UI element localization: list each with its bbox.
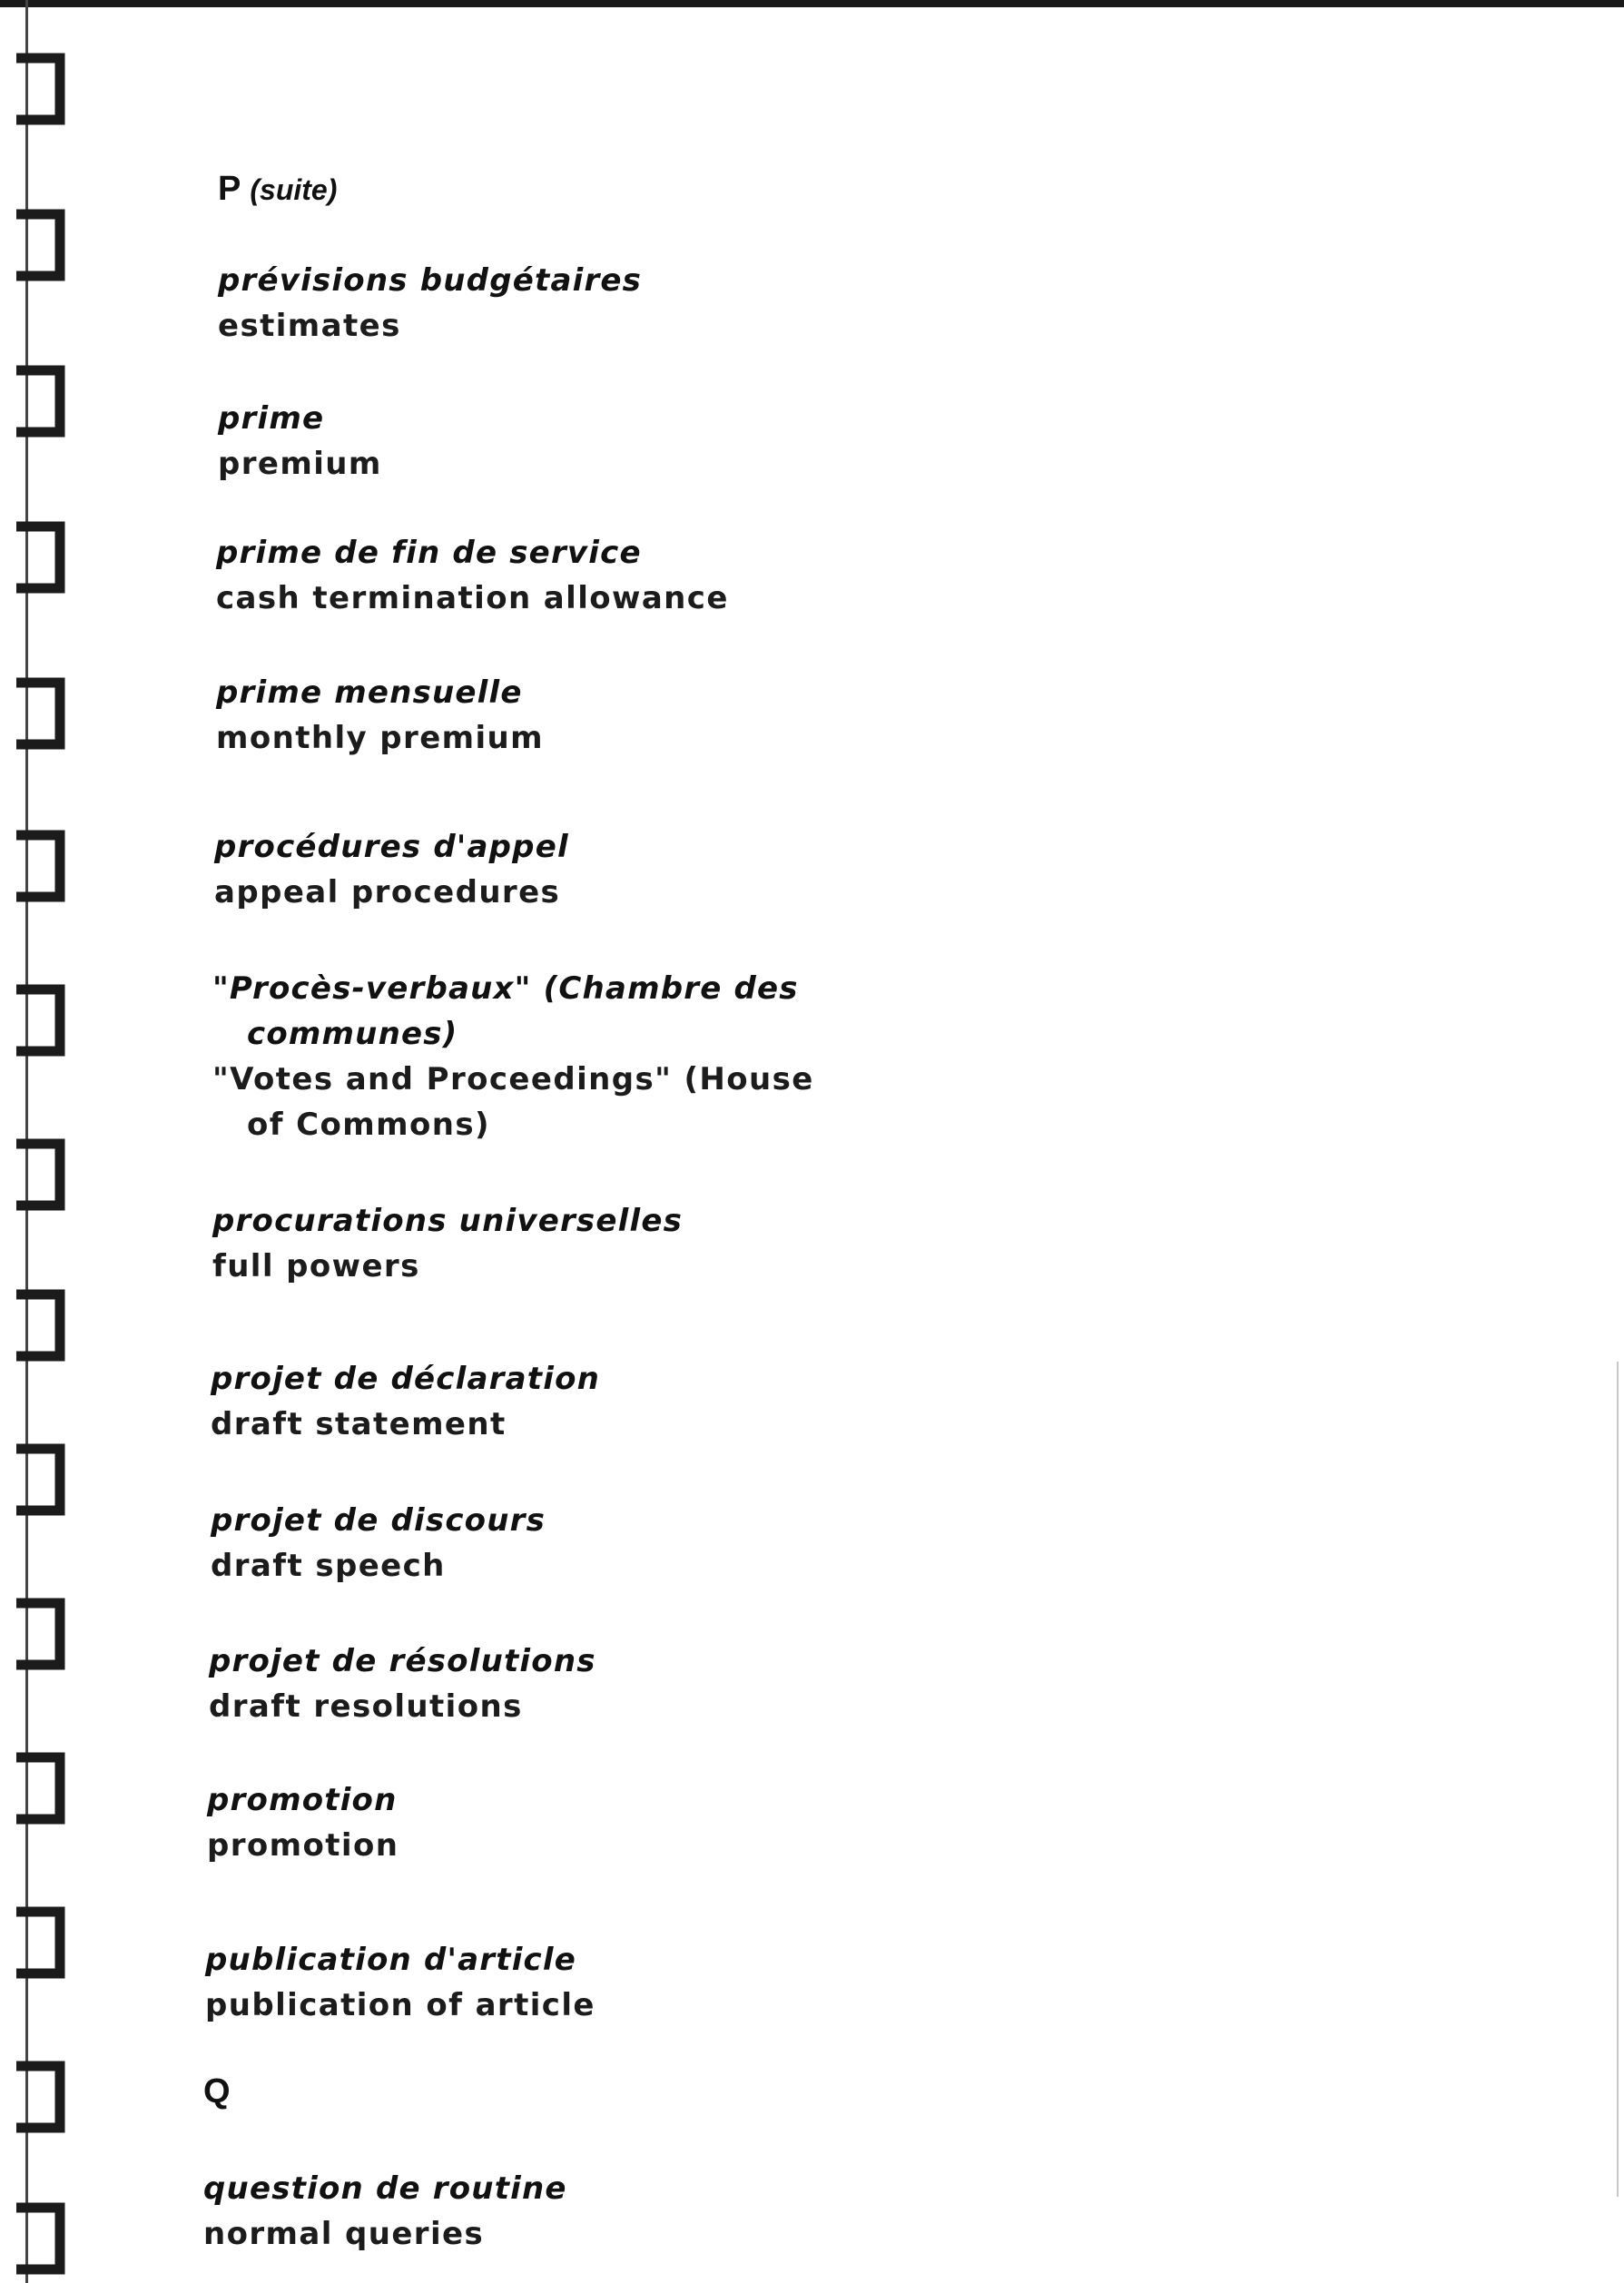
french-term: prime mensuelle [216, 674, 523, 711]
glossary-entry [218, 258, 908, 349]
french-term: publication d'article [205, 1942, 577, 1978]
french-term: promotion [207, 1782, 398, 1818]
french-term: prévisions budgétaires [218, 262, 643, 299]
french-term: projet de résolutions [209, 1643, 596, 1679]
french-term-continuation: communes) [247, 1016, 458, 1052]
english-term: estimates [218, 308, 401, 344]
french-term: prime [218, 400, 325, 437]
glossary-entry [203, 2166, 893, 2257]
english-term: appeal procedures [214, 874, 561, 910]
glossary-entry [212, 966, 902, 1147]
glossary-entry [211, 1356, 901, 1447]
french-term: projet de déclaration [211, 1361, 601, 1397]
french-term: projet de discours [211, 1502, 546, 1539]
english-term-continuation: of Commons) [247, 1107, 490, 1143]
french-term: "Procès-verbaux" (Chambre des [212, 970, 799, 1007]
french-term: prime de fin de service [216, 535, 642, 571]
english-term: promotion [207, 1827, 399, 1864]
section-heading-p [218, 169, 337, 210]
english-term: monthly premium [216, 720, 544, 756]
glossary-entry [218, 396, 908, 487]
heading-note: (suite) [250, 173, 338, 206]
glossary-entry [211, 1498, 901, 1589]
glossary-entry [214, 824, 904, 915]
english-term: publication of article [205, 1987, 595, 2023]
english-term: draft statement [211, 1406, 507, 1442]
english-term: full powers [212, 1248, 420, 1284]
english-term: normal queries [203, 2216, 485, 2252]
glossary-entry [207, 1777, 897, 1868]
glossary-entry [216, 530, 906, 621]
glossary-entry [216, 670, 906, 761]
glossary-entry [205, 1937, 895, 2028]
english-term: premium [218, 446, 382, 482]
english-term: "Votes and Proceedings" (House [212, 1061, 814, 1097]
heading-letter: Q [203, 2072, 231, 2111]
heading-letter: P [218, 170, 241, 208]
english-term: draft speech [211, 1548, 446, 1584]
english-term: draft resolutions [209, 1688, 523, 1725]
english-term: cash termination allowance [216, 580, 729, 616]
glossary-entry [209, 1638, 899, 1729]
glossary-entry [212, 1198, 902, 1289]
french-term: procurations universelles [212, 1203, 684, 1239]
section-heading-q [203, 2071, 231, 2111]
french-term: question de routine [203, 2170, 567, 2207]
french-term: procédures d'appel [214, 829, 569, 865]
